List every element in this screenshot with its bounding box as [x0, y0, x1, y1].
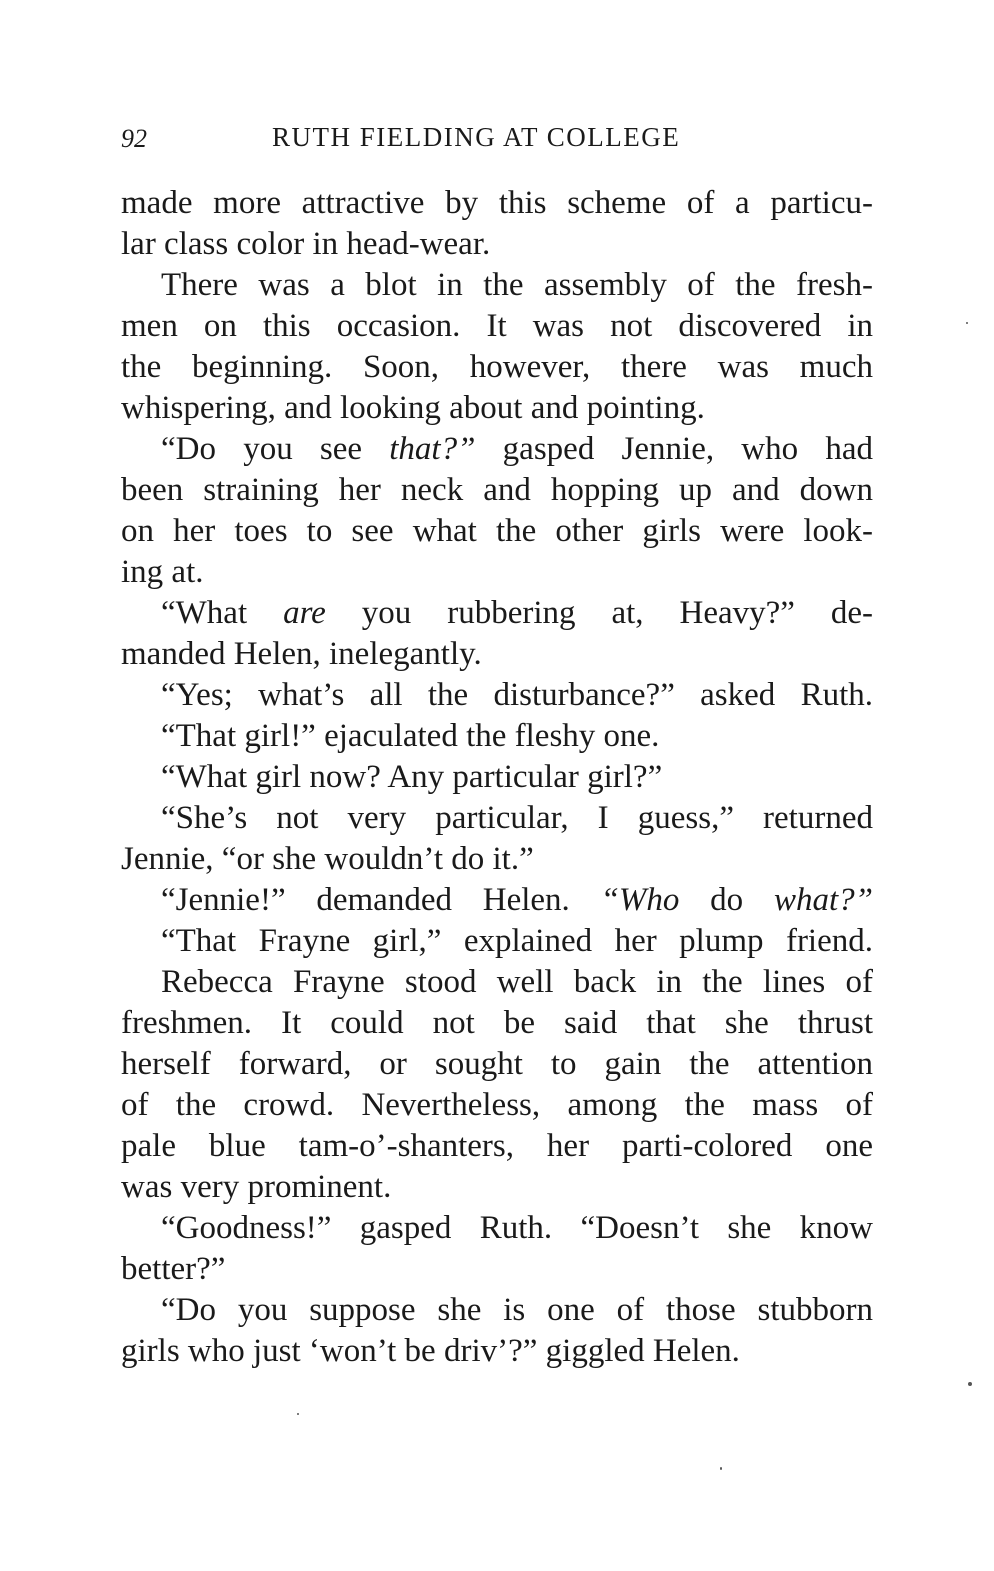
text-line: of the crowd. Nevertheless, among the mass of	[121, 1087, 873, 1123]
text-line: the beginning. Soon, however, there was much	[121, 349, 873, 385]
text-line: pale blue tam-o’-shanters, her parti-colored one	[121, 1128, 873, 1164]
text-line: been straining her neck and hopping up and down	[121, 472, 873, 508]
text-run: “What	[161, 595, 284, 631]
text-run: “Jennie!” demanded Helen.	[161, 882, 601, 918]
text-line: men on this occasion. It was not discovered in	[121, 308, 873, 344]
text-line: girls who just ‘won’t be driv’?” giggled Helen.	[121, 1333, 740, 1369]
text-line: “Yes; what’s all the disturbance?” asked Ruth.	[161, 677, 873, 713]
text-line: herself forward, or sought to gain the attention	[121, 1046, 873, 1082]
text-line	[121, 593, 873, 634]
text-line: Rebecca Frayne stood well back in the lines of	[161, 964, 873, 1000]
text-run: do	[679, 882, 774, 918]
text-run: gasped Jennie, who had	[475, 431, 873, 467]
text-line: There was a blot in the assembly of the fresh-	[161, 267, 873, 303]
text-line: “What girl now? Any particular girl?”	[161, 759, 663, 795]
body-text	[121, 183, 873, 1372]
italic-text: that?”	[389, 431, 476, 467]
text-line: “She’s not very particular, I guess,” returned	[161, 800, 873, 836]
text-line: ing at.	[121, 554, 204, 590]
text-run: “Do you see	[161, 431, 390, 467]
text-line: manded Helen, inelegantly.	[121, 636, 482, 672]
text-line: on her toes to see what the other girls were look-	[121, 513, 873, 549]
scan-speck	[297, 1413, 299, 1415]
text-line: “That Frayne girl,” explained her plump friend.	[161, 923, 873, 959]
text-line: whispering, and looking about and pointing.	[121, 390, 705, 426]
scan-speck	[720, 1467, 722, 1470]
text-line: “Goodness!” gasped Ruth. “Doesn’t she know	[161, 1210, 873, 1246]
text-line	[121, 429, 873, 470]
text-line: was very prominent.	[121, 1169, 392, 1205]
text-line: freshmen. It could not be said that she thrust	[121, 1005, 873, 1041]
scan-speck	[966, 322, 968, 324]
running-head: RUTH FIELDING AT COLLEGE	[272, 122, 681, 152]
text-line: better?”	[121, 1251, 226, 1287]
text-line: Jennie, “or she wouldn’t do it.”	[121, 841, 534, 877]
italic-text: what?”	[773, 882, 873, 918]
text-line	[121, 880, 873, 921]
text-line: “Do you suppose she is one of those stubborn	[161, 1292, 873, 1328]
text-line: made more attractive by this scheme of a particu-	[121, 185, 873, 221]
italic-text: are	[283, 595, 326, 631]
text-line: lar class color in head-wear.	[121, 226, 491, 262]
text-run: you rubbering at, Heavy?” de-	[325, 595, 873, 631]
scan-speck	[968, 1382, 972, 1386]
page-number: 92	[121, 124, 147, 153]
text-line: “That girl!” ejaculated the fleshy one.	[161, 718, 660, 754]
italic-text: “Who	[600, 882, 680, 918]
